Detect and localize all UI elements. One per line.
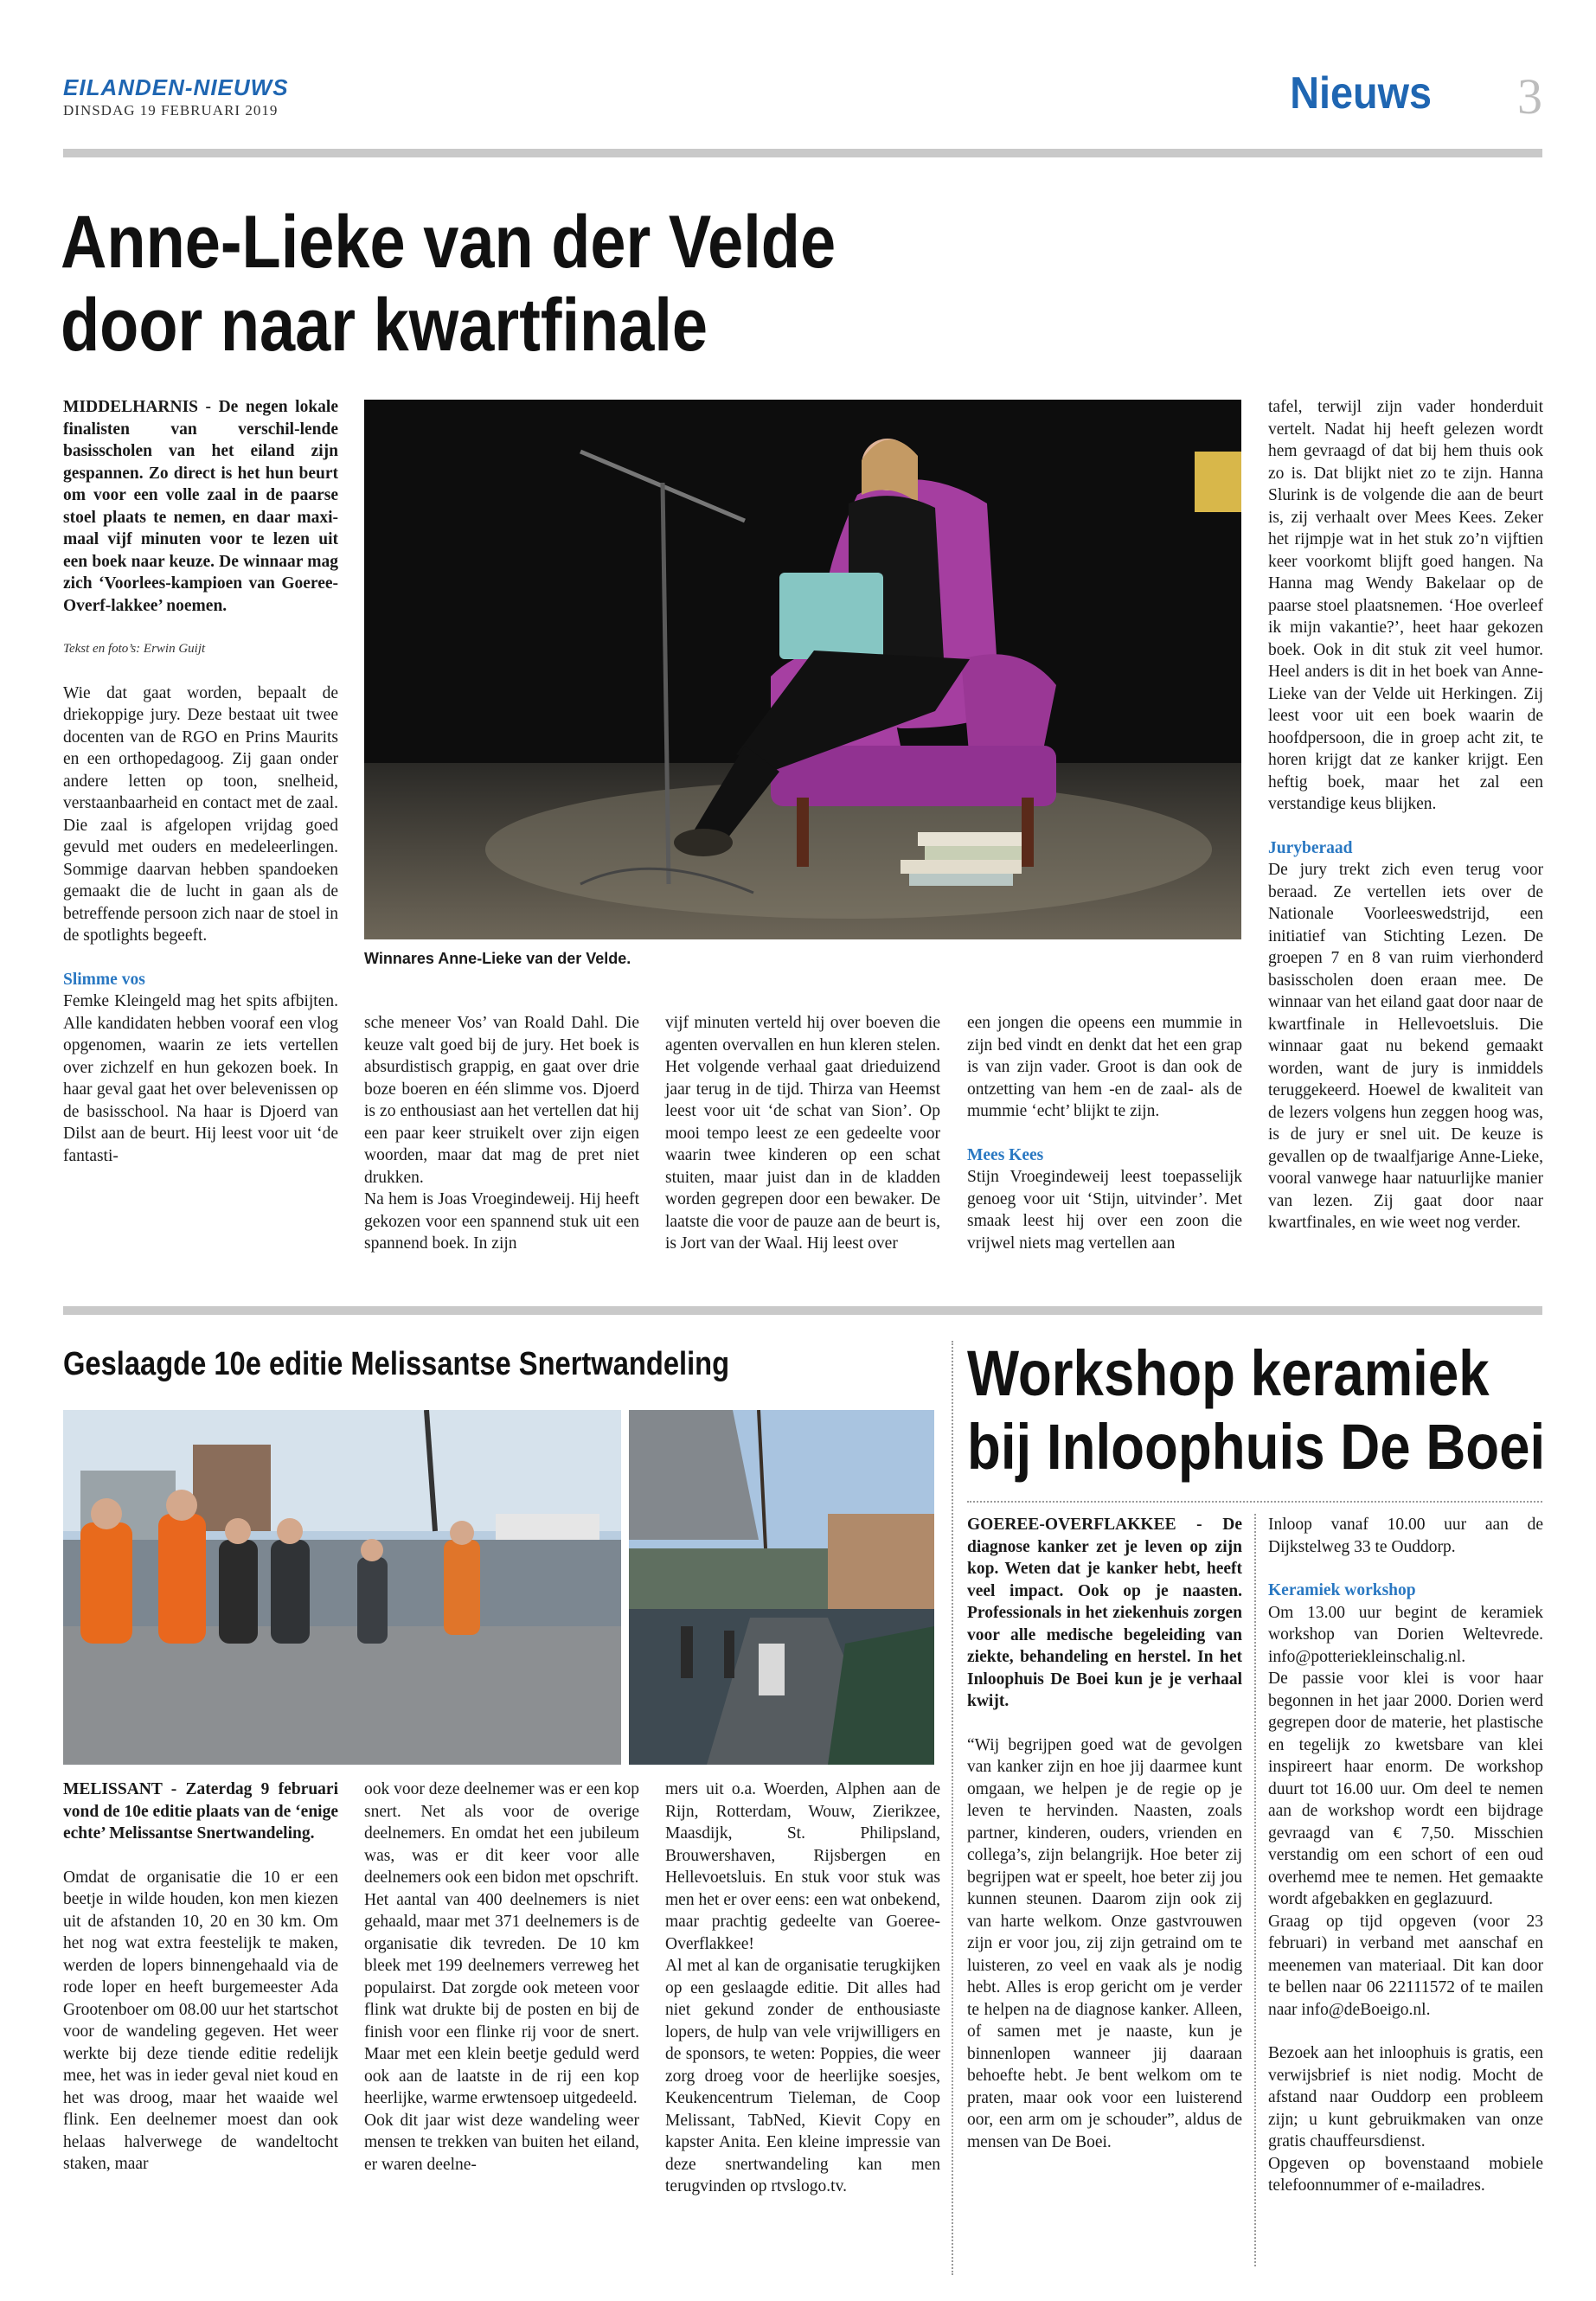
article2-column-1	[63, 1779, 338, 2197]
article3-paragraph: “Wij begrijpen goed wat de gevolgen van kanker zijn en hoe jij daarmee kunt omgaan, we helpen je de regie op je leven te hervinden. Naasten, zoals partner, kinderen, ouders, vrienden en collega’s, zijn belangrijk. Hoe beter zij begrijpen wat er speelt, hoe beter zij jou kunnen steunen. Daarom zijn ook zij van harte welkom. Onze gastvrouwen zijn er voor jou, zij zijn getraind om te luisteren, zo veel en vaak als je nodig hebt. Alles is erop gericht om je verder te helpen na de diagnose kanker. Alleen, of samen met je naaste, kun je binnenlopen wanneer jij daaraan behoefte hebt. Je bent welkom om te praten, maar ook voor een luisterend oor, een arm om je schouder”, aldus de mensen van De Boei.	[967, 1735, 1242, 2151]
header-rule	[63, 149, 1542, 157]
reading-contest-photo	[364, 400, 1241, 939]
article1-column-2: sche meneer Vos’ van Roald Dahl. Die keuze valt goed bij de jury. Het boek is absurdistisch grappig, en gaat over drie boze boeren en één slimme vos. Djoerd is zo enthousiast aan het vertellen dat hij een paar keer struikelt over zijn eigen woorden, maar dat mag de pret niet drukken. Na hem is Joas Vroegindeweij. Hij heeft gekozen voor een spannend stuk uit een spannend boek. In zijn	[364, 1014, 639, 1253]
article3-paragraph: Bezoek aan het inloophuis is gratis, een verwijsbrief is niet nodig. Mocht de afstand naar Ouddorp een probleem zijn; u kunt gebruikmaken van onze gratis chauffeursdienst. Opgeven op bovenstaand mobiele telefoonnummer of e-mailadres.	[1268, 2044, 1543, 2195]
newspaper-logo: EILANDEN-NIEUWS	[63, 74, 289, 100]
column-separator	[1254, 1514, 1256, 2266]
article2-column-2: ook voor deze deelnemer was er een kop snert. Net als voor de overige deelnemers. En omdat het een jubileum was, was er dit keer voor alle deelnemers ook een bidon met opschrift. Het aantal van 400 deelnemers is niet gehaald, maar met 371 deelnemers is de organisatie dik tevreden. De 10 km bleek met 199 deelnemers verreweg het populairst. Dat zorgde ook meteen voor flink wat drukte bij de posten en bij de finish voor een flinke rij voor de snert. Maar met een klein beetje geduld werd ook aan de laatste in de rij een kop heerlijke, warme erwtensoep uitgedeeld. Ook dit jaar wist deze wandeling weer mensen te trekken van buiten het eiland, er waren deelne-	[364, 1780, 639, 2174]
lead-text: De diagnose kanker zet je leven op zijn kop. Weten dat je kanker hebt, heeft veel impact. Ook op je naasten. Professionals in het ziekenhuis zorgen voor alle medische begeleiding van ziekte, behandeling en herstel. In het Inloophuis De Boei kun je je verhaal kwijt.	[967, 1516, 1242, 1710]
page-number: 3	[1517, 68, 1542, 125]
walkers-photo-1	[63, 1410, 621, 1765]
article3-lead	[967, 1514, 1242, 1713]
article1-paragraph: Femke Kleingeld mag het spits afbijten. Alle kandidaten hebben vooraf een vlog opgenomen, waarin ze iets vertellen over zichzelf en hun gekozen boek. In haar geval gaat het over belevenissen op de basisschool. Na haar is Djoerd van Dilst aan de beurt. Hij leest voor uit ‘de fantasti-	[63, 992, 338, 1165]
article3-column-1	[967, 1514, 1242, 2175]
headline-line-2: bij Inloophuis De Boei	[967, 1411, 1546, 1484]
headline-line-1: Anne-Lieke van der Velde	[61, 201, 836, 284]
article1-lead: MIDDELHARNIS - De negen lokale finalisten van verschil-lende basisscholen van het eiland zijn gespannen. Zo direct is het hun beurt om voor een volle zaal in de paarse stoel plaats te nemen, en daar maxi-maal vijf minuten voor te lezen uit een boek naar keuze. De winnaar mag zich ‘Voorlees-kampioen van Goeree-Overf-lakkee’ noemen.	[63, 398, 338, 615]
article1-column-5	[1268, 396, 1543, 1256]
dateline: GOEREE-OVERFLAKKEE -	[967, 1516, 1202, 1534]
subheading-slimme-vos: Slimme vos	[63, 970, 145, 989]
article1-column-1	[63, 396, 338, 1189]
photo-caption: Winnares Anne-Lieke van der Velde.	[364, 950, 631, 967]
headline-separator	[967, 1501, 1542, 1503]
photo-illustration	[364, 400, 1241, 939]
photo-illustration	[63, 1410, 621, 1765]
photo-credit: Tekst en foto’s: Erwin Guijt	[63, 642, 206, 656]
photo-illustration	[629, 1410, 934, 1765]
article3-paragraph: Om 13.00 uur begint de keramiek workshop van Dorien Weltevrede. info@potteriekleinschalig.nl. De passie voor klei is voor haar begonnen in het jaar 2000. Dorien werd gegrepen door de materie, het plastische en tegelijk zo kwetsbare van klei inspireert haar enorm. De workshop duurt tot 16.00 uur. Om deel te nemen aan de workshop wordt een bijdrage gevraagd van € 7,50. Misschien verstandig om een schort of een oud overhemd mee te nemen. Het gemaakte wordt afgebakken en geglazuurd. Graag op tijd opgeven (voor 23 februari) in verband met aanschaf en meenemen van materiaal. Dit kan door te bellen naar 06 22111572 of te mailen naar info@deBoeigo.nl.	[1268, 1603, 1543, 2019]
headline-line-1: Workshop keramiek	[967, 1337, 1490, 1409]
issue-date: DINSDAG 19 FEBRUARI 2019	[63, 102, 279, 119]
article1-paragraph: Stijn Vroegindeweij leest toepasselijk genoeg voor uit ‘Stijn, uitvinder’. Met smaak leest hij over een zoon die vrijwel niets mag vertellen aan	[967, 1168, 1242, 1253]
article1-column-3: vijf minuten verteld hij over boeven die agenten overvallen en hun kleren stelen. Het volgende verhaal gaat drieduizend jaar terug in de tijd. Thirza van Heemst leest voor uit ‘de schat van Sion’. Op mooi tempo leest ze een gedeelte voor waarin twee kinderen op een schat stuiten, maar juist dan in de kladden worden gegrepen door een bewaker. De laatste die voor de pauze aan de beurt is, is Jort van der Waal. Hij leest over	[665, 1014, 940, 1253]
article2-column-3: mers uit o.a. Woerden, Alphen aan de Rijn, Rotterdam, Wouw, Zierikzee, Maasdijk, St. Philipsland, Brouwershaven, Rijsbergen en Hellevoetsluis. En stuk voor stuk was men het er over eens: een wat onbekend, maar prachtig gedeelte van Goeree-Overflakkee! Al met al kan de organisatie terugkijken op een geslaagde editie. Dit alles had niet gekund zonder de enthousiaste lopers, de hulp van vele vrijwilligers en de sponsors, te weten: Poppies, die weer zorg droeg voor de heerlijke soesjes, Keukencentrum Tieleman, de Coop Melissant, TabNed, Kievit Copy en kapster Anita. Een kleine impressie van deze snertwandeling kan men terugvinden op rtvslogo.tv.	[665, 1780, 940, 2195]
article1-column-4	[967, 1012, 1242, 1276]
article-divider	[63, 1306, 1542, 1315]
article2-paragraph: Omdat de organisatie die 10 er een beetje in wilde houden, kon men kiezen uit de afstanden 10, 20 en 30 km. Om het nog wat extra feestelijk te maken, werden de lopers binnengehaald via de rode loper en heeft burgemeester Ada Grootenboer om 08.00 uur het startschot voor de wandeling gegeven. Het weer werkte bij deze tiende editie redelijk mee, het was in ieder geval niet koud en het was droog, maar het waaide wel flink. Een deelnemer moest dan ook helaas halverwege de wandeltocht staken, maar	[63, 1868, 338, 2173]
article3-column-2	[1268, 1514, 1543, 2219]
walkers-photo-2	[629, 1410, 934, 1765]
article1-paragraph: tafel, terwijl zijn vader honderduit vertelt. Nadat hij heeft gelezen wordt hem gevraagd of dat bij hem thuis ook zo is. Dat blijkt niet zo te zijn. Hanna Slurink is de volgende die aan de beurt is, zij verhaalt over Mees Kees. Zeker het rijmpje wat in het stuk zo’n vijftien keer voorkomt blijft goed hangen. Na Hanna mag Wendy Bakelaar op de paarse stoel plaatsnemen. ‘Hoe overleef ik mijn vakantie?’, heet haar gekozen boek. Ook in dit stuk zit veel humor. Heel anders is dit in het boek van Anne-Lieke van der Velde uit Herkingen. Zij leest voor uit een boek waarin de hoofdpersoon, die in groep acht zit, te horen krijgt dat ze kanker krijgt. Een heftig boek, maar het zal een verstandige keus blijken.	[1268, 398, 1543, 813]
headline-line-2: door naar kwartfinale	[61, 284, 708, 368]
article3-headline	[967, 1336, 1545, 1484]
article2-headline: Geslaagde 10e editie Melissantse Snertwandeling	[63, 1346, 730, 1382]
article3-paragraph: Inloop vanaf 10.00 uur aan de Dijkstelweg 33 te Ouddorp.	[1268, 1516, 1543, 1556]
column-separator	[952, 1341, 953, 2275]
subheading-mees-kees: Mees Kees	[967, 1145, 1044, 1164]
article1-paragraph: een jongen die opeens een mummie in zijn bed vindt en denkt dat het een grap is van zijn vader. Groot is dan ook de ontzetting van hem -en de zaal- als de mummie ‘echt’ blijkt te zijn.	[967, 1014, 1242, 1120]
article1-paragraph: De jury trekt zich even terug voor beraad. Ze vertellen iets over de Nationale Voorleeswedstrijd, een initiatief van Stichting Lezen. De groepen 7 en 8 van ruim vierhonderd basisscholen doen eraan mee. De winnaar van het eiland gaat door naar de kwartfinale in Hellevoetsluis. Die winnaar gaat nu bekend gemaakt worden, want de jury is inmiddels teruggekeerd. Hoewel de kwaliteit van de lezers volgens hun zeggen hoog was, is de jury er snel uit. De keuze is gevallen op de twaalfjarige Anne-Lieke, vooral vanwege haar natuurlijke manier van lezen. Zij gaat door naar kwartfinales, en wie weet nog verder.	[1268, 861, 1543, 1232]
subheading-keramiek-workshop: Keramiek workshop	[1268, 1581, 1416, 1599]
article2-lead: MELISSANT - Zaterdag 9 februari vond de 10e editie plaats van de ‘enige echte’ Melissantse Snertwandeling.	[63, 1780, 338, 1843]
subheading-juryberaad: Juryberaad	[1268, 838, 1353, 857]
article1-paragraph: Wie dat gaat worden, bepaalt de driekoppige jury. Deze bestaat uit twee docenten van de RGO en Prins Maurits en een orthopedagoog. Zij gaan onder andere letten op toon, snelheid, verstaanbaarheid en contact met de zaal. Die zaal is afgelopen vrijdag goed gevuld met ouders en medeleerlingen. Sommige daarvan hebben spandoeken gemaakt die de lucht in gaan als de betreffende persoon zich naar de stoel in de spotlights begeeft.	[63, 683, 338, 945]
article1-headline	[61, 201, 836, 368]
section-title: Nieuws	[1290, 68, 1432, 119]
